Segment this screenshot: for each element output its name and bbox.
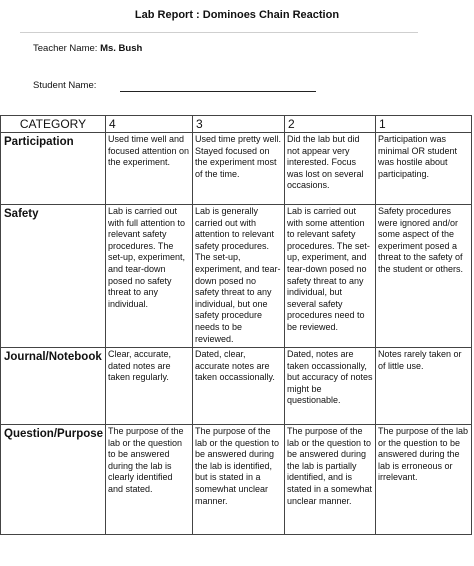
rubric-row-safety — [1, 205, 472, 348]
participation-score-4: Used time well and focused attention on the experiment. — [106, 133, 193, 205]
header-score-3: 3 — [193, 116, 285, 133]
header-score-2: 2 — [285, 116, 376, 133]
participation-score-1: Participation was minimal OR student was hostile about participating. — [376, 133, 472, 205]
student-name-line — [120, 91, 316, 92]
participation-score-3: Used time pretty well. Stayed focused on the experiment most of the time. — [193, 133, 285, 205]
rubric-table — [0, 115, 472, 535]
category-question-purpose: Question/Purpose — [1, 425, 106, 535]
rubric-row-participation — [1, 133, 472, 205]
category-safety: Safety — [1, 205, 106, 348]
header-category: CATEGORY — [1, 116, 106, 133]
question-score-2: The purpose of the lab or the question to be answered during the lab is partially identified, and is stated in a somewhat unclear manner. — [285, 425, 376, 535]
journal-score-2: Dated, notes are taken occassionally, but accuracy of notes might be questionable. — [285, 348, 376, 425]
teacher-line — [33, 43, 142, 54]
question-score-1: The purpose of the lab or the question to be answered during the lab is erroneous or irrelevant. — [376, 425, 472, 535]
header-score-4: 4 — [106, 116, 193, 133]
participation-score-2: Did the lab but did not appear very interested. Focus was lost on several occasions. — [285, 133, 376, 205]
question-score-3: The purpose of the lab or the question to be answered during the lab is identified, but is stated in a somewhat unclear manner. — [193, 425, 285, 535]
safety-score-1: Safety procedures were ignored and/or some aspect of the experiment posed a threat to the safety of the student or others. — [376, 205, 472, 348]
teacher-name: Ms. Bush — [100, 43, 143, 54]
category-participation: Participation — [1, 133, 106, 205]
question-score-4: The purpose of the lab or the question to be answered during the lab is clearly identified and stated. — [106, 425, 193, 535]
safety-score-2: Lab is carried out with some attention to relevant safety procedures. The set-up, experiment, and tear-down posed no safety threat to any individual, but several safety procedures need to be reviewed. — [285, 205, 376, 348]
rubric-row-journal — [1, 348, 472, 425]
header-score-1: 1 — [376, 116, 472, 133]
category-journal-notebook: Journal/Notebook — [1, 348, 106, 425]
title-divider — [20, 32, 418, 33]
journal-score-3: Dated, clear, accurate notes are taken occassionally. — [193, 348, 285, 425]
rubric-header-row — [1, 116, 472, 133]
teacher-label: Teacher Name: — [33, 43, 98, 54]
safety-score-4: Lab is carried out with full attention to relevant safety procedures. The set-up, experiment, and tear-down posed no safety threat to any individual. — [106, 205, 193, 348]
page-title: Lab Report : Dominoes Chain Reaction — [134, 9, 340, 21]
journal-score-1: Notes rarely taken or of little use. — [376, 348, 472, 425]
journal-score-4: Clear, accurate, dated notes are taken regularly. — [106, 348, 193, 425]
rubric-row-question — [1, 425, 472, 535]
safety-score-3: Lab is generally carried out with attention to relevant safety procedures. The set-up, experiment, and tear-down posed no safety threat to any individual, but one safety procedure needs to be reviewed. — [193, 205, 285, 348]
student-label: Student Name: — [33, 80, 97, 91]
